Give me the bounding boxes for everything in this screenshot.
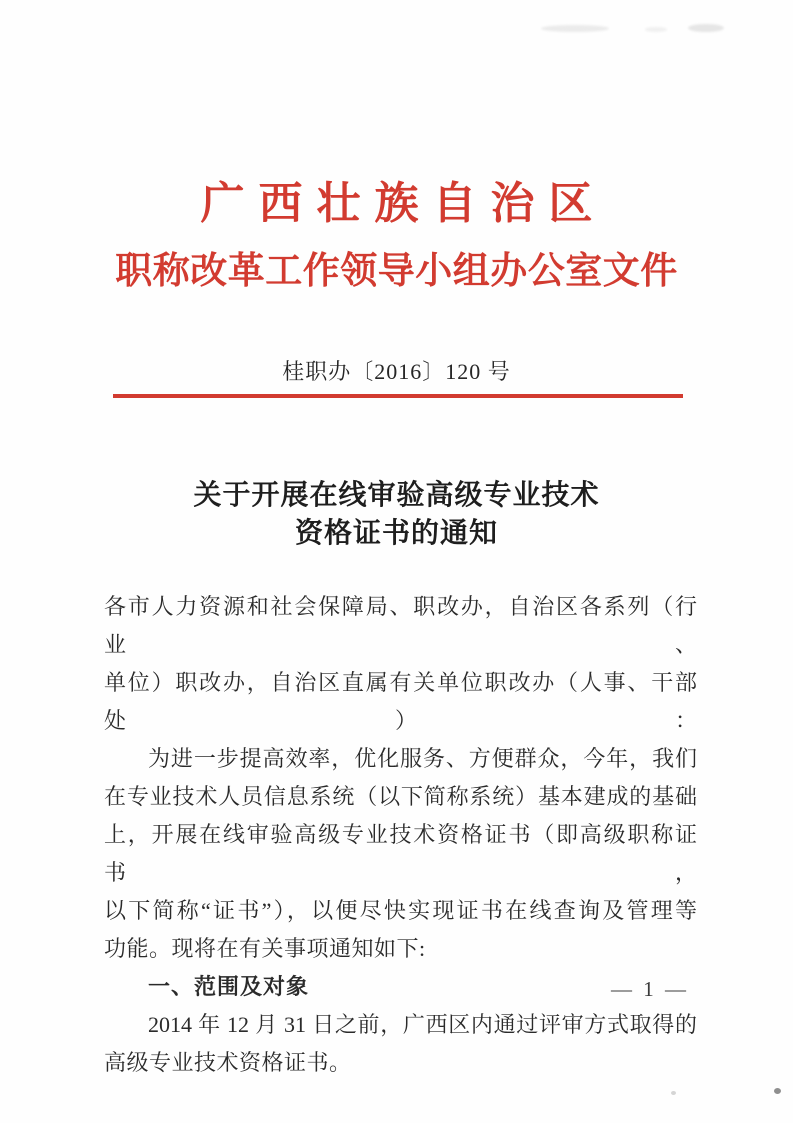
letterhead — [0, 180, 793, 294]
scan-artifact — [645, 27, 667, 32]
paragraph-line: 2014 年 12 月 31 日之前，广西区内通过评审方式取得的 — [148, 1012, 697, 1037]
document-title — [0, 477, 793, 553]
paragraph-line: 上，开展在线审验高级专业技术资格证书（即高级职称证书， — [104, 822, 697, 885]
section-heading: 一、范围及对象 — [148, 974, 310, 999]
paragraph-line: 高级专业技术资格证书。 — [104, 1050, 352, 1075]
salutation-line: 单位）职改办，自治区直属有关单位职改办（人事、干部处）： — [104, 670, 697, 733]
letterhead-office-name: 职称改革工作领导小组办公室文件 — [115, 251, 678, 292]
scan-artifact — [671, 1091, 676, 1095]
page-number: — 1 — — [611, 977, 689, 1001]
paragraph-line: 为进一步提高效率，优化服务、方便群众，今年，我们 — [148, 746, 697, 771]
paragraph-line: 功能。现将在有关事项通知如下: — [104, 936, 426, 961]
scan-artifact — [541, 25, 609, 32]
document-title-line2: 资格证书的通知 — [294, 518, 498, 549]
paragraph-line: 以下简称“证书”），以便尽快实现证书在线查询及管理等 — [104, 898, 697, 923]
scan-artifact — [774, 1088, 781, 1094]
document-title-line1: 关于开展在线审验高级专业技术 — [193, 480, 600, 511]
document-number: 桂职办〔2016〕120 号 — [282, 359, 511, 384]
letterhead-region-name: 广西壮族自治区 — [200, 179, 607, 228]
document-body — [104, 588, 697, 1082]
salutation-line: 各市人力资源和社会保障局、职改办，自治区各系列（行业、 — [104, 594, 697, 657]
paragraph-line: 在专业技术人员信息系统（以下简称系统）基本建成的基础 — [104, 784, 697, 809]
scan-artifact — [688, 24, 724, 32]
letterhead-divider-rule — [113, 394, 683, 398]
